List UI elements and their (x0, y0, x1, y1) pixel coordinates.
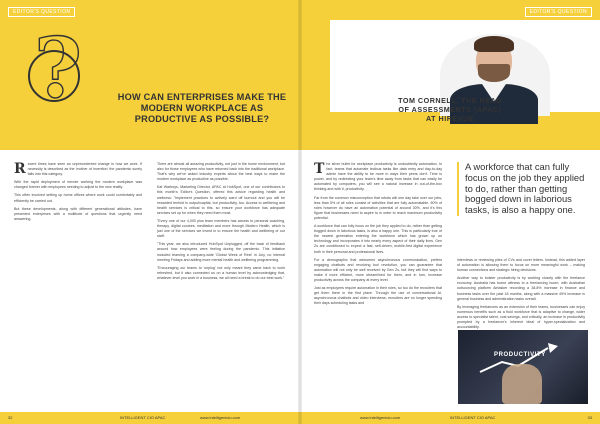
paragraph: A workforce that can fully focus on the job they applied to do, rather than getting bogged down in laborious tasks, is also a happy one. This is particularly true of the newest generation entering the workforce which has grown up on technology and incorporates it into nearly every aspect of their daily lives. Gen Zs are conditioned to expect a fast, self-driven, mobile-first digital experience both in their personal and professional lives. (314, 224, 442, 254)
portrait-hair (474, 36, 514, 52)
paragraph: "Encouraging our teams to 'unplug' not only meant they came back to work refreshed, but it also connected us on a human level by acknowledging that, whatever level you work in a business, we all need a break to do our best work." (157, 265, 285, 280)
website-link[interactable]: www.intelligentcio.com (360, 415, 401, 420)
portrait-beard (478, 64, 510, 82)
left-column-1 (14, 162, 142, 225)
left-column-2 (157, 162, 285, 284)
paragraph: By leveraging freelancers as an extension of their teams, businesses can enjoy numerous benefits such as a fluid workforce that is adaptive to change, wider access to specialist talent, cost savings, and critically, an increase in productivity prompted by a freelancer's inherent ideal of hyper-specialization and accountability. (457, 304, 585, 330)
pull-quote: A workforce that can fully focus on the job they applied to do, rather than getting bogged down in laborious tasks, is also a happy one. (457, 162, 589, 216)
paragraph: Far from the common misconception that robots will one day take over our jobs, less than 5% of all roles consist of activities that are fully automatable. 60% of roles however do have an automation potential of around 30%, and it's this figure that businesses need to aspire to in order to reach maximum productivity potential. (314, 195, 442, 220)
website-link[interactable]: www.intelligentcio.com (200, 415, 241, 420)
right-column-1 (314, 162, 442, 309)
paragraph: This often involved setting up home offices where work could comfortably and efficiently be carried out. (14, 193, 142, 203)
right-column-2 (457, 258, 585, 333)
contributor-name-title: TOM CORNELL, THE HEAD OF ASSESSMENTS (APAC) AT HIREVUE (398, 96, 502, 123)
paragraph: "Every one of our 4,000 plus team members has access to personal coaching, therapy, digital courses, meditation and more through Modern Health, which is just one of the services we invest in to ensure the health and wellbeing of our staff. (157, 218, 285, 239)
paragraph: Just as employees require automation in their roles, so too do the recruiters that get them there in the first place. Through the use of conversational AI, asynchronous chatbots and video interviews, recruiters are no longer spending their days scheduling tasks and (314, 286, 442, 306)
productivity-image (458, 330, 588, 404)
hand-image (502, 364, 542, 404)
paragraph: But these developments, along with different generational attitudes, have presented enterprises with a multitude of questions that urgently need answering. (14, 206, 142, 221)
paragraph: Kat Warboys, Marketing Director, APAC at HubSpot, one of our contributors to this month's Editor's Question, offered this advice regarding health and wellness: "Implement practices to actively ward off burnout and you will be rewarded tenfold in output/capital, but productivity, too. Access to wellbeing and health services is critical to this, so ensure your workforce has adequate services set up for when they need them most. (157, 185, 285, 215)
paragraph: Recent times have seen an unprecedented change in how we work. If necessity is described as the 'mother of invention' the pandemic surely falls into this category. (14, 161, 142, 177)
paragraph: There are almost all amazing productivity, not just in the home environment, but also for those employees who have returned back into the traditional workplace. That's why we've asked industry experts about the best ways to make the modern workplace as productive as possible. (157, 162, 285, 182)
right-footer (300, 412, 600, 424)
left-footer (0, 412, 300, 424)
article-headline: HOW CAN ENTERPRISES MAKE THE MODERN WORKPLACE AS PRODUCTIVE AS POSSIBLE? (117, 92, 287, 124)
paragraph: For a demographic that welcomes asynchronous communication, prefers engaging chatbots and revolving tool revolution, you can guarantee that automation will not only be well received by Gen Zs, but they will find ways to make it more efficient, more streamlined for them, and in turn, increase productivity across the company at every level. (314, 257, 442, 282)
page-number: 33 (587, 415, 592, 420)
section-tag-right: EDITOR'S QUESTION (525, 7, 592, 17)
page-gutter (298, 0, 302, 424)
section-tag-left: EDITOR'S QUESTION (8, 7, 75, 17)
dropcap-letter: R (14, 161, 26, 177)
magazine-name: INTELLIGENT CIO APAC (450, 415, 496, 420)
dropcap-letter: T (314, 161, 325, 177)
question-mark-icon: ? (34, 21, 83, 117)
magazine-name: INTELLIGENT CIO APAC (120, 415, 166, 420)
paragraph: "This year, we also introduced HubSpot Unplugged, off the back of feedback around how employees were feeling during the pandemic. This initiative included teaming a company-wide 'Global Week of Rest' in July, no internal meeting Fridays and adding more mental health and wellbeing programming. (157, 242, 285, 262)
paragraph: interviews or reviewing piles of CVs and cover letters. Instead, this added layer of automation is allowing them to focus on more meaningful work – making human connections and strategic hiring decisions. (457, 258, 585, 273)
paragraph: Another way to bolster productivity is by working closely with the freelance economy. Australia has borne witness to a freelancing boom, with Australian outsourcing platform Airtasker recording a 38.8% increase in finance and business tasks over the past 18 months, along with a massive 49% increase in general business and administration tasks overall. (457, 276, 585, 301)
paragraph: With the rapid deployment of remote working the modern workplace was changed forever with employees needing to adjust to the new reality. (14, 180, 142, 190)
paragraph: The silver bullet for workplace productivity is undoubtedly automation. In fact, teams that automate tedious tasks like data entry and day-to-day admin have the ability to be more in ways their peers don't. Time is power, and by redirecting your team's time away from tasks that can easily be automated by computers, you will see a natural increase in out-of-the-box thinking and with it, productivity. (314, 161, 442, 192)
productivity-label: PRODUCTIVITY (494, 352, 546, 358)
page-number: 32 (8, 415, 13, 420)
right-page (300, 0, 600, 424)
